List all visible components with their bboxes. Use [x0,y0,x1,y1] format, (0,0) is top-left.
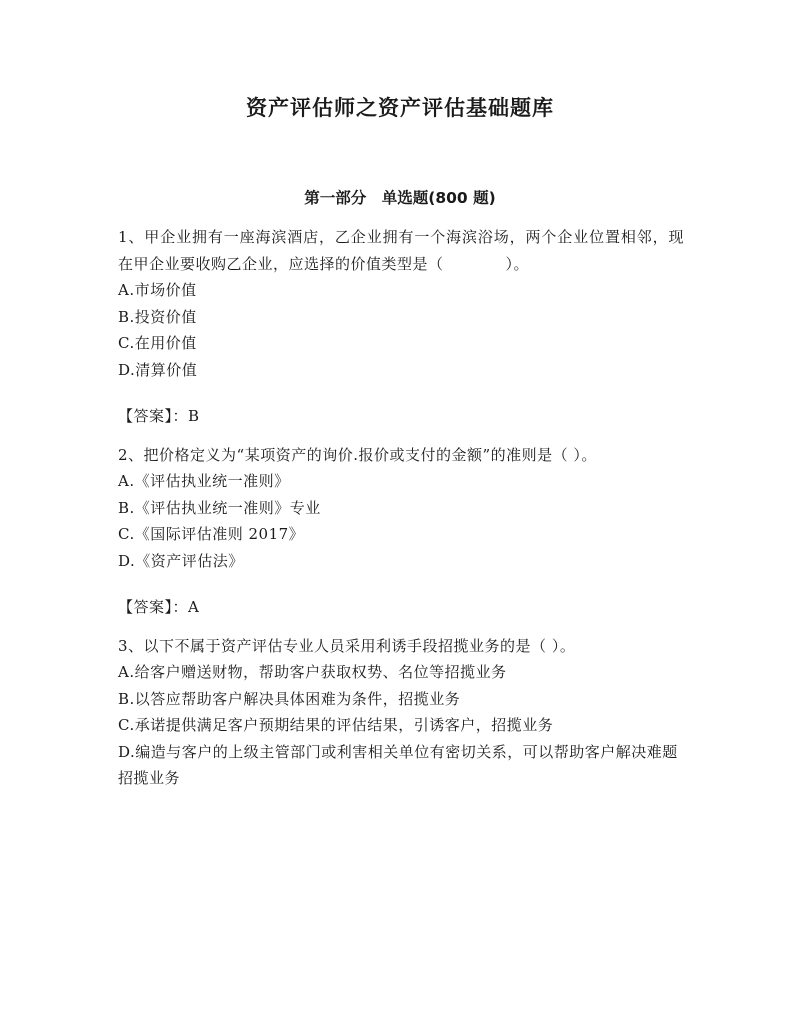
question-2-text: 2、把价格定义为“某项资产的询价.报价或支付的金额”的准则是（ ）。 [118,445,597,464]
answer-label: 【答案】 [118,598,173,616]
question-1-text: 1、甲企业拥有一座海滨酒店，乙企业拥有一个海滨浴场，两个企业位置相邻，现在甲企业要收购乙企业，应选择的价值类型是（ ）。 [118,228,684,273]
question-1 [118,224,684,442]
answer-separator: ： [172,407,189,425]
answer-value: B [188,407,200,425]
question-3-options [118,659,684,792]
question-1-option-b: B.投资价值 [118,307,197,326]
question-3-option-c: C.承诺提供满足客户预期结果的评估结果，引诱客户，招揽业务 [118,716,554,734]
question-2-option-b: B.《评估执业统一准则》专业 [118,498,321,517]
question-3-text: 3、以下不属于资产评估专业人员采用利诱手段招揽业务的是（ ）。 [118,636,576,655]
question-3-option-a: A.给客户赠送财物，帮助客户获取权势、名位等招揽业务 [118,663,507,681]
question-3-option-d: D.编造与客户的上级主管部门或利害相关单位有密切关系，可以帮助客户解决难题招揽业务 [118,742,678,787]
question-1-options [118,277,684,383]
question-2-answer [118,594,684,621]
question-2-option-a: A.《评估执业统一准则》 [118,472,290,490]
question-2 [118,442,684,633]
section-title: 第一部分 单选题(800 题) [304,189,496,207]
question-3-option-b: B.以答应帮助客户解决具体困难为条件，招揽业务 [118,689,461,708]
question-1-option-c: C.在用价值 [118,334,197,352]
question-2-options [118,468,684,574]
question-2-option-c: C.《国际评估准则 2017》 [118,525,305,543]
answer-separator: ： [172,598,189,616]
question-list [118,224,684,792]
document-title: 资产评估师之资产评估基础题库 [246,96,554,120]
answer-value: A [188,598,200,616]
question-3 [118,633,684,792]
answer-label: 【答案】 [118,407,173,425]
question-2-option-d: D.《资产评估法》 [118,551,244,570]
question-1-option-d: D.清算价值 [118,360,198,379]
question-1-option-a: A.市场价值 [118,281,197,299]
question-1-answer [118,403,684,430]
